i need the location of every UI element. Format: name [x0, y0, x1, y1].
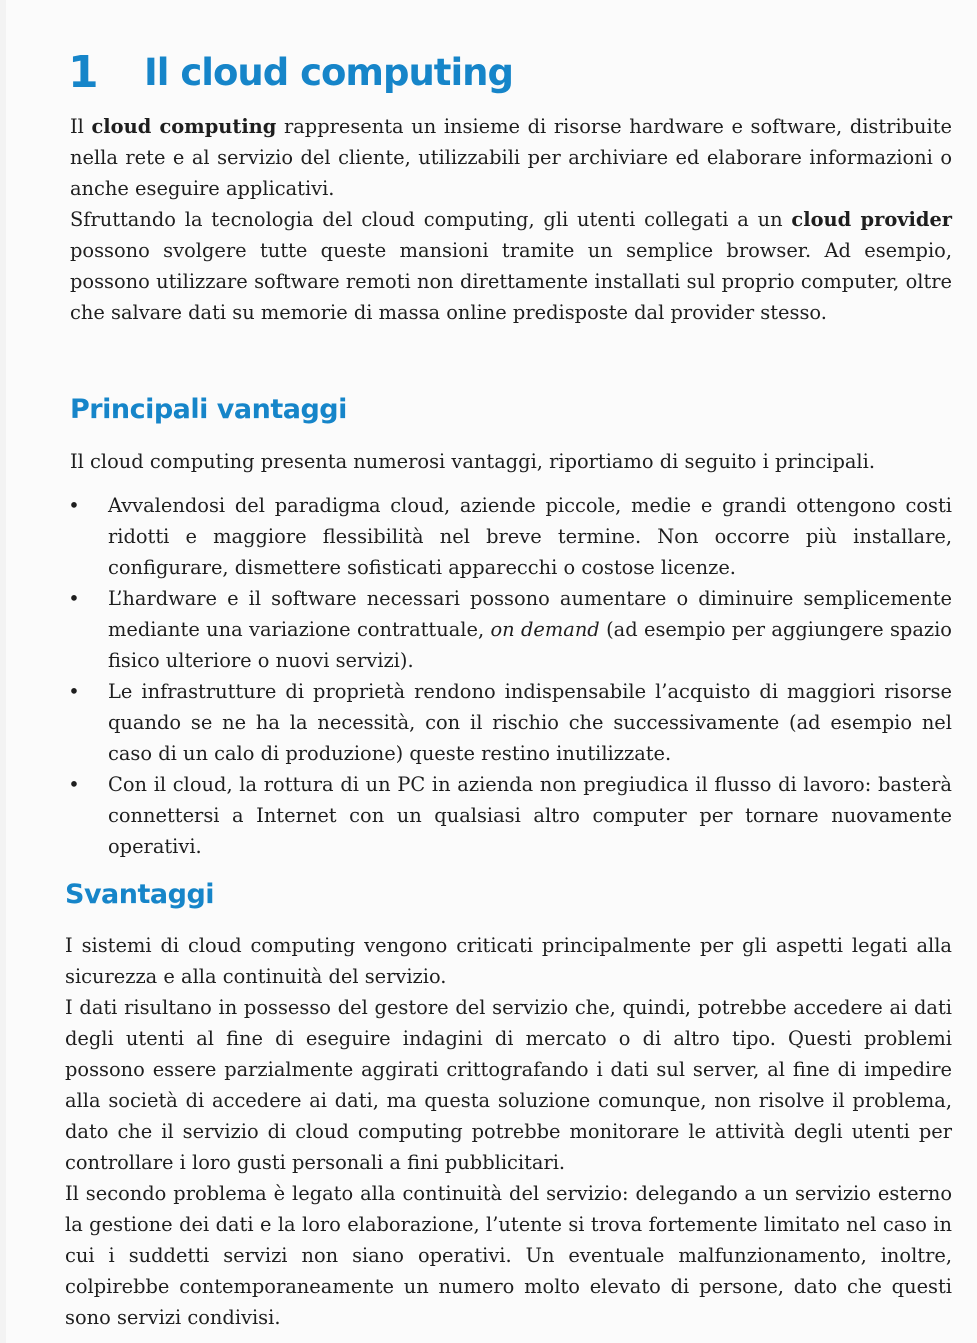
- bullet-icon: •: [68, 680, 80, 703]
- chapter-heading: [68, 42, 513, 102]
- vantaggi-intro: Il cloud computing presenta numerosi vantaggi, riportiamo di seguito i principali.: [70, 450, 875, 473]
- chapter-title: Il cloud computing: [144, 50, 514, 94]
- intro-paragraph-2: Sfruttando la tecnologia del cloud computing, gli utenti collegati a un cloud provider possono svolgere tutte queste mansioni tramite un semplice browser. Ad esempio, possono utilizzare software remoti non direttamente installati sul proprio computer, oltre che salvare dati su memorie di massa online predisposte dal provider stesso.: [70, 208, 953, 324]
- list-item: • Con il cloud, la rottura di un PC in azienda non pregiudica il flusso di lavoro: basterà connettersi a Internet con un qualsiasi altro computer per tornare nuovamente operativi.: [68, 769, 952, 862]
- list-item: • L’hardware e il software necessari possono aumentare o diminuire semplicemente mediante una variazione contrattuale, on demand (ad esempio per aggiungere spazio fisico ulteriore o nuovi servizi).: [68, 583, 952, 676]
- svantaggi-section: [65, 930, 952, 1333]
- term-cloud-provider: cloud provider: [791, 208, 953, 231]
- bullet-icon: •: [68, 494, 80, 517]
- term-on-demand: on demand: [490, 618, 600, 641]
- svantaggi-paragraph-3: Il secondo problema è legato alla continuità del servizio: delegando a un servizio esterno la gestione dei dati e la loro elaborazione, l’utente si trova fortemente limitato nel caso in cui i suddetti servizi non siano operativi. Un eventuale malfunzionamento, inoltre, colpirebbe contemporaneamente un numero molto elevato di persone, dato che questi sono servizi condivisi.: [65, 1182, 952, 1329]
- bullet-icon: •: [68, 587, 80, 610]
- section-heading-svantaggi: Svantaggi: [65, 879, 215, 910]
- list-item: • Le infrastrutture di proprietà rendono indispensabile l’acquisto di maggiori risorse quando se ne ha la necessità, con il rischio che successivamente (ad esempio nel caso di un calo di produzione) queste restino inutilizzate.: [68, 676, 952, 769]
- svantaggi-paragraph-1: I sistemi di cloud computing vengono criticati principalmente per gli aspetti legati alla sicurezza e alla continuità del servizio.: [65, 934, 952, 988]
- bullet-icon: •: [68, 773, 80, 796]
- intro-paragraph-1: Il cloud computing rappresenta un insieme di risorse hardware e software, distribuite nella rete e al servizio del cliente, utilizzabili per archiviare ed elaborare informazioni o anche eseguire applicativi.: [70, 115, 953, 200]
- intro-section: [70, 111, 952, 328]
- chapter-number: 1: [68, 46, 98, 98]
- svantaggi-paragraph-2: I dati risultano in possesso del gestore del servizio che, quindi, potrebbe accedere ai dati degli utenti al fine di eseguire indagini di mercato o di altro tipo. Questi problemi possono essere parzialmente aggirati crittografando i dati sul server, al fine di impedire alla società di accedere ai dati, ma questa soluzione comunque, non risolve il problema, dato che il servizio di cloud computing potrebbe monitorare le attività degli utenti per controllare i loro gusti personali a fini pubblicitari.: [65, 996, 952, 1174]
- list-item: • Avvalendosi del paradigma cloud, aziende piccole, medie e grandi ottengono costi ridotti e maggiore flessibilità nel breve termine. Non occorre più installare, configurare, dismettere sofisticati apparecchi o costose licenze.: [68, 490, 952, 583]
- section-heading-vantaggi: Principali vantaggi: [70, 394, 347, 425]
- vantaggi-list: [68, 490, 952, 862]
- term-cloud-computing: cloud computing: [91, 115, 277, 138]
